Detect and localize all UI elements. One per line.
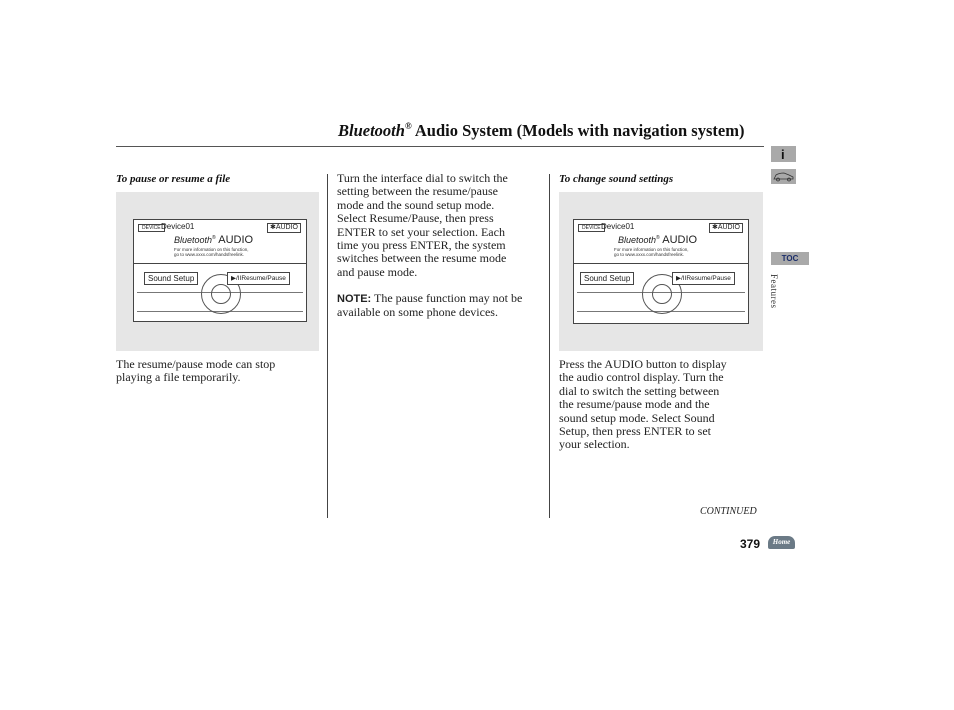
dial-inner — [211, 284, 231, 304]
audio-screen — [573, 219, 749, 324]
audio-tag: ✱AUDIO — [709, 223, 743, 233]
resume-pause-button[interactable]: ▶/IIResume/Pause — [672, 272, 735, 285]
audio-screen — [133, 219, 307, 322]
title-rule — [116, 146, 764, 147]
page-title: Bluetooth® Audio System (Models with navigation system) — [338, 121, 745, 140]
device-name: Device01 — [161, 222, 195, 231]
resume-pause-button[interactable]: ▶/IIResume/Pause — [227, 272, 290, 285]
home-button[interactable]: Home — [768, 536, 795, 549]
display-figure — [559, 192, 763, 351]
section-heading-sound-settings: To change sound settings — [559, 173, 674, 185]
note: NOTE: The pause function may not be available on some phone devices. — [337, 291, 523, 320]
sound-setup-button[interactable]: Sound Setup — [144, 272, 198, 285]
info-text: For more information on this function, go to www.xxxx.com/handsfreelink. — [174, 247, 249, 257]
display-figure — [116, 192, 319, 351]
bluetooth-audio-title: Bluetooth® AUDIO — [174, 234, 254, 246]
section-heading-pause-resume: To pause or resume a file — [116, 173, 231, 185]
info-tab[interactable] — [771, 146, 796, 162]
column-divider — [327, 174, 328, 518]
toc-tab[interactable]: TOC — [771, 252, 809, 265]
car-icon — [771, 169, 796, 184]
car-tab[interactable] — [771, 169, 796, 184]
features-tab-label[interactable]: Features — [769, 274, 779, 309]
screen-header — [134, 220, 306, 264]
dial-inner — [652, 284, 672, 304]
device-tag: DEVICE — [138, 224, 165, 232]
info-text: For more information on this function, go to www.xxxx.com/handsfreelink. — [614, 247, 689, 257]
bluetooth-audio-title: Bluetooth® AUDIO — [618, 234, 698, 246]
col1-body: The resume/pause mode can stop playing a file temporarily. — [116, 357, 276, 385]
info-icon: i — [781, 147, 785, 162]
column-divider — [549, 174, 550, 518]
screen-header — [574, 220, 748, 264]
audio-tag: ✱AUDIO — [267, 223, 301, 233]
device-tag: DEVICE — [578, 224, 605, 232]
col3-body: Press the AUDIO button to display the audio control display. Turn the dial to switch the setting between the resume/pause mode and the sound setup mode. Select Sound Setup, then press ENTER to set your selection. — [559, 357, 727, 452]
device-name: Device01 — [601, 222, 635, 231]
continued-label: CONTINUED — [700, 506, 757, 517]
page-number: 379 — [740, 537, 761, 551]
col2-body: Turn the interface dial to switch the setting between the resume/pause mode and the sound setup mode. Select Resume/Pause, then press ENTER to set your selection. Each time you press ENTER, the system switches between the resume mode and pause mode. — [337, 171, 508, 279]
sound-setup-button[interactable]: Sound Setup — [580, 272, 634, 285]
